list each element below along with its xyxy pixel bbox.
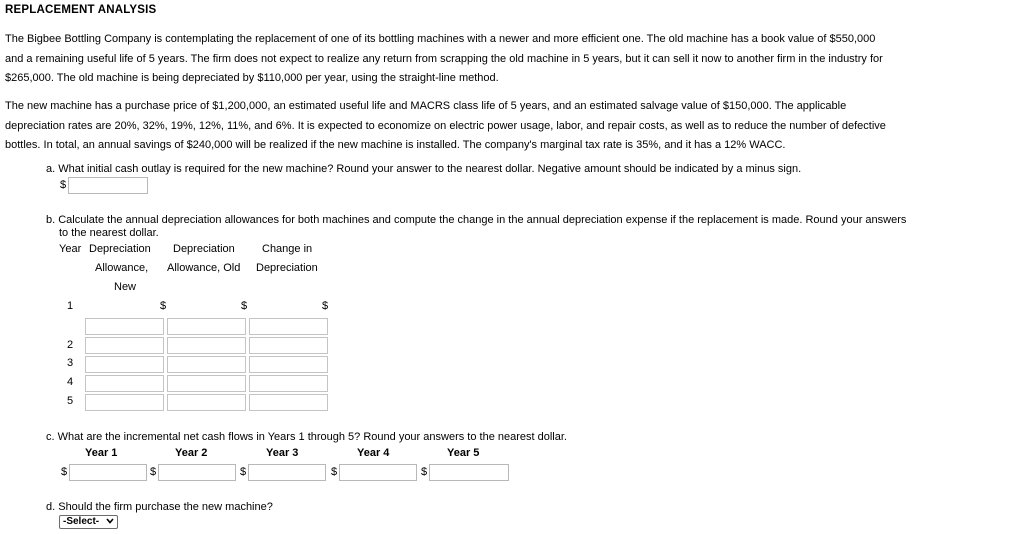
cashflow-header: Year 1	[85, 447, 118, 459]
depreciation-change-input[interactable]	[249, 375, 328, 392]
year-label: 1	[67, 300, 74, 312]
header-change-l1: Change in	[262, 243, 313, 255]
cashflow-year-3-input[interactable]	[248, 464, 326, 481]
paragraph-2-line: bottles. In total, an annual savings of $240,000 will be realized if the new machine is installed. The company's marginal tax rate is 35%, and it has a 12% WACC.	[5, 139, 786, 151]
header-change-l2: Depreciation	[256, 262, 318, 274]
year-label: 2	[67, 339, 74, 351]
cashflow-year-5-input[interactable]	[429, 464, 509, 481]
depreciation-change-input[interactable]	[249, 337, 328, 354]
dollar-sign: $	[421, 466, 428, 478]
problem-paragraph-2	[5, 97, 1019, 156]
paragraph-2-line: depreciation rates are 20%, 32%, 19%, 12%, 11%, and 6%. It is expected to economize on electric power usage, labor, and repair costs, as well as to reduce the number of defective	[5, 119, 886, 132]
depreciation-change-input[interactable]	[249, 394, 328, 411]
dollar-sign: $	[241, 300, 248, 312]
cashflow-header: Year 3	[266, 447, 299, 459]
paragraph-1-line: and a remaining useful life of 5 years. The firm does not expect to realize any return from scrapping the old machine in 5 years, but it can sell it now to another firm in the industry for	[5, 52, 883, 65]
paragraph-1-line: $265,000. The old machine is being depreciated by $110,000 per year, using the straight-line method.	[5, 72, 499, 84]
header-old-l2: Allowance, Old	[167, 262, 241, 274]
header-old-l1: Depreciation	[173, 243, 235, 255]
depreciation-old-input[interactable]	[167, 394, 246, 411]
dollar-sign: $	[150, 466, 157, 478]
purchase-decision-select[interactable]	[59, 515, 118, 529]
select-label: -Select-	[63, 516, 100, 527]
depreciation-new-input[interactable]	[85, 318, 164, 335]
header-year: Year	[59, 243, 82, 255]
initial-outlay-input[interactable]	[68, 177, 148, 194]
header-new-l1: Depreciation	[89, 243, 151, 255]
depreciation-new-input[interactable]	[85, 337, 164, 354]
depreciation-old-input[interactable]	[167, 318, 246, 335]
dollar-sign: $	[160, 300, 167, 312]
page-title: REPLACEMENT ANALYSIS	[5, 4, 157, 16]
cashflow-year-1-input[interactable]	[69, 464, 147, 481]
dollar-sign: $	[60, 179, 67, 191]
dollar-sign: $	[240, 466, 247, 478]
depreciation-change-input[interactable]	[249, 318, 328, 335]
depreciation-new-input[interactable]	[85, 375, 164, 392]
paragraph-2-line: The new machine has a purchase price of $1,200,000, an estimated useful life and MACRS class life of 5 years, and an estimated salvage value of $150,000. The applicable	[5, 100, 847, 112]
question-c: c. What are the incremental net cash flows in Years 1 through 5? Round your answers to the nearest dollar.	[46, 431, 567, 443]
header-new-l2: Allowance,	[95, 262, 149, 274]
depreciation-old-input[interactable]	[167, 356, 246, 373]
dollar-sign: $	[322, 300, 329, 312]
question-b: b. Calculate the annual depreciation allowances for both machines and compute the change in the annual depreciation expense if the replacement is made. Round your answers	[46, 214, 907, 226]
cashflow-header: Year 5	[447, 447, 480, 459]
chevron-down-icon	[106, 516, 114, 530]
dollar-sign: $	[61, 466, 68, 478]
question-a: a. What initial cash outlay is required for the new machine? Round your answer to the nearest dollar. Negative amount should be indicated by a minus sign.	[46, 163, 802, 175]
paragraph-1-line: The Bigbee Bottling Company is contemplating the replacement of one of its bottling machines with a newer and more efficient one. The old machine has a book value of $550,000	[5, 33, 876, 45]
depreciation-change-input[interactable]	[249, 356, 328, 373]
depreciation-old-input[interactable]	[167, 337, 246, 354]
cashflow-year-4-input[interactable]	[339, 464, 417, 481]
year-label: 5	[67, 395, 74, 407]
depreciation-new-input[interactable]	[85, 356, 164, 373]
dollar-sign: $	[331, 466, 338, 478]
question-d: d. Should the firm purchase the new machine?	[46, 501, 273, 513]
depreciation-new-input[interactable]	[85, 394, 164, 411]
cashflow-header: Year 4	[357, 447, 390, 459]
cashflow-header: Year 2	[175, 447, 208, 459]
cashflow-year-2-input[interactable]	[158, 464, 236, 481]
problem-paragraph-1	[5, 30, 1019, 89]
depreciation-old-input[interactable]	[167, 375, 246, 392]
year-label: 3	[67, 357, 74, 369]
header-new-l3: New	[114, 281, 137, 293]
question-b-cont: to the nearest dollar.	[59, 227, 159, 239]
year-label: 4	[67, 376, 74, 388]
